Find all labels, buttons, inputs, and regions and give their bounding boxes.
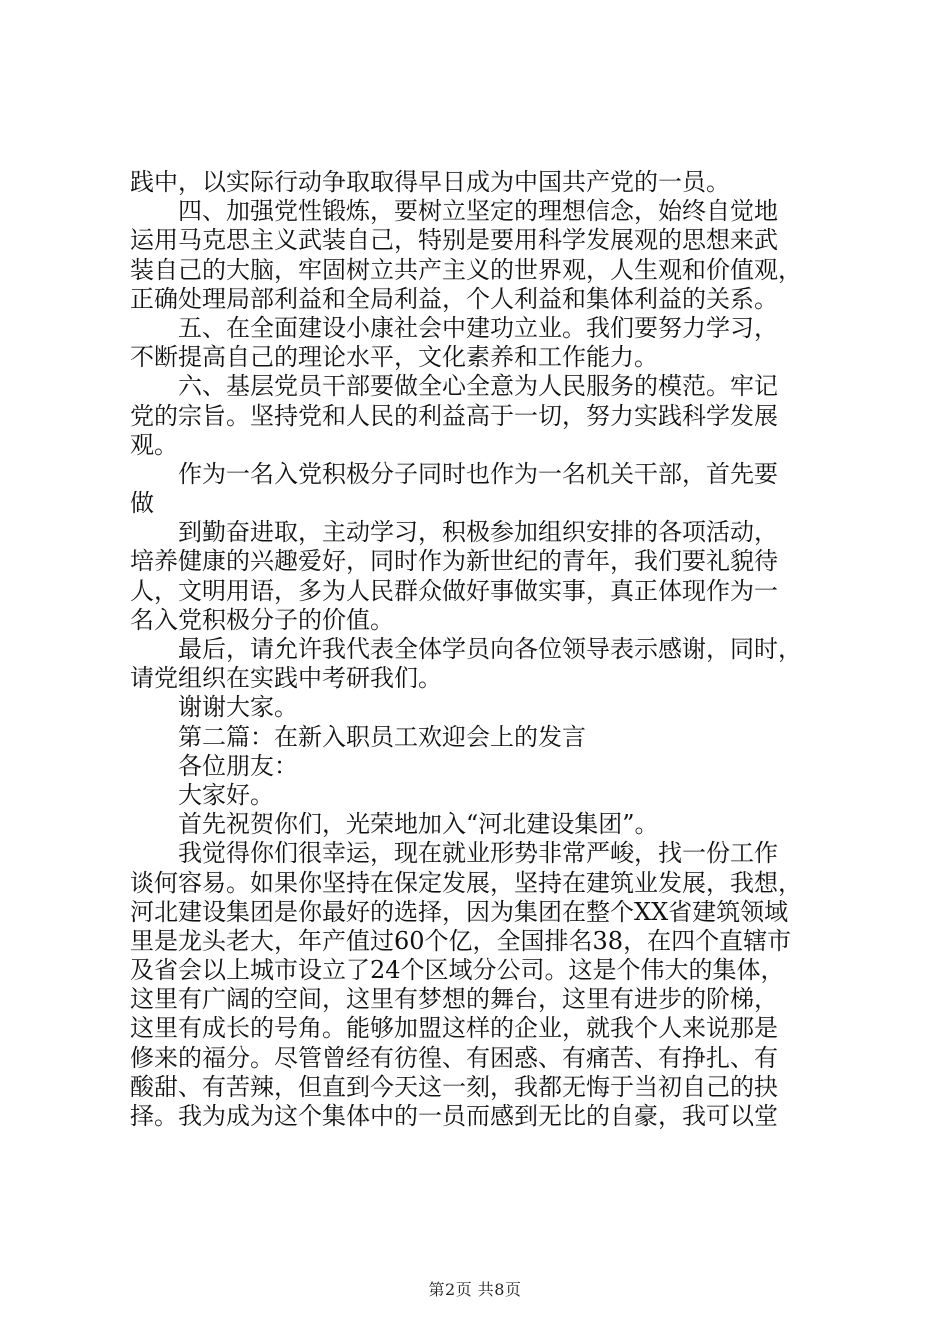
text-line: 河北建设集团是你最好的选择，因为集团在整个XX省建筑领域 — [130, 897, 789, 926]
document-body — [130, 168, 830, 1131]
text-line: 我觉得你们很幸运，现在就业形势非常严峻，找一份工作 — [178, 839, 778, 868]
text-line: 名入党积极分子的价值。 — [130, 605, 394, 634]
text-line: 培养健康的兴趣爱好，同时作为新世纪的青年，我们要礼貌待 — [130, 547, 778, 576]
text-line: 最后，请允许我代表全体学员向各位领导表示感谢，同时， — [178, 635, 802, 663]
text-line: 第二篇：在新入职员工欢迎会上的发言 — [178, 722, 586, 751]
text-line: 修来的福分。尽管曾经有彷徨、有困惑、有痛苦、有挣扎、有 — [130, 1043, 778, 1072]
text-line: 不断提高自己的理论水平，文化素养和工作能力。 — [130, 343, 658, 372]
page-footer: 第2页 共8页 — [428, 1280, 522, 1299]
text-line: 这里有成长的号角。能够加盟这样的企业，就我个人来说那是 — [130, 1014, 778, 1043]
text-line: 谢谢大家。 — [178, 693, 298, 722]
text-line: 装自己的大脑，牢固树立共产主义的世界观，人生观和价值观， — [130, 255, 802, 284]
text-line: 六、基层党员干部要做全心全意为人民服务的模范。牢记 — [178, 372, 778, 401]
text-line: 人，文明用语，多为人民群众做好事做实事，真正体现作为一 — [130, 576, 778, 605]
text-line: 各位朋友： — [178, 751, 298, 780]
text-line: 谈何容易。如果你坚持在保定发展，坚持在建筑业发展，我想， — [130, 868, 802, 897]
text-line: 及省会以上城市设立了24个区域分公司。这是个伟大的集体， — [130, 956, 785, 985]
text-line: 观。 — [130, 430, 178, 459]
text-line: 五、在全面建设小康社会中建功立业。我们要努力学习， — [178, 313, 778, 342]
text-line: 四、加强党性锻炼，要树立坚定的理想信念，始终自觉地 — [178, 197, 778, 226]
text-line: 酸甜、有苦辣，但直到今天这一刻，我都无悔于当初自己的抉 — [130, 1072, 778, 1101]
text-line: 大家好。 — [178, 780, 274, 809]
text-line: 党的宗旨。坚持党和人民的利益高于一切，努力实践科学发展 — [130, 401, 778, 430]
text-line: 做 — [130, 489, 154, 518]
text-line: 里是龙头老大，年产值过60个亿，全国排名38，在四个直辖市 — [130, 926, 792, 955]
text-line: 正确处理局部利益和全局利益，个人利益和集体利益的关系。 — [130, 284, 778, 313]
text-line: 首先祝贺你们，光荣地加入“河北建设集团”。 — [178, 810, 659, 839]
text-line: 请党组织在实践中考研我们。 — [130, 664, 442, 693]
text-line: 到勤奋进取，主动学习，积极参加组织安排的各项活动， — [178, 518, 778, 547]
text-line: 践中，以实际行动争取取得早日成为中国共产党的一员。 — [130, 168, 730, 196]
text-line: 作为一名入党积极分子同时也作为一名机关干部，首先要 — [178, 459, 778, 488]
text-line: 运用马克思主义武装自己，特别是要用科学发展观的思想来武 — [130, 226, 778, 255]
text-line: 择。我为成为这个集体中的一员而感到无比的自豪，我可以堂 — [130, 1102, 778, 1130]
text-line: 这里有广阔的空间，这里有梦想的舞台，这里有进步的阶梯， — [130, 985, 778, 1014]
